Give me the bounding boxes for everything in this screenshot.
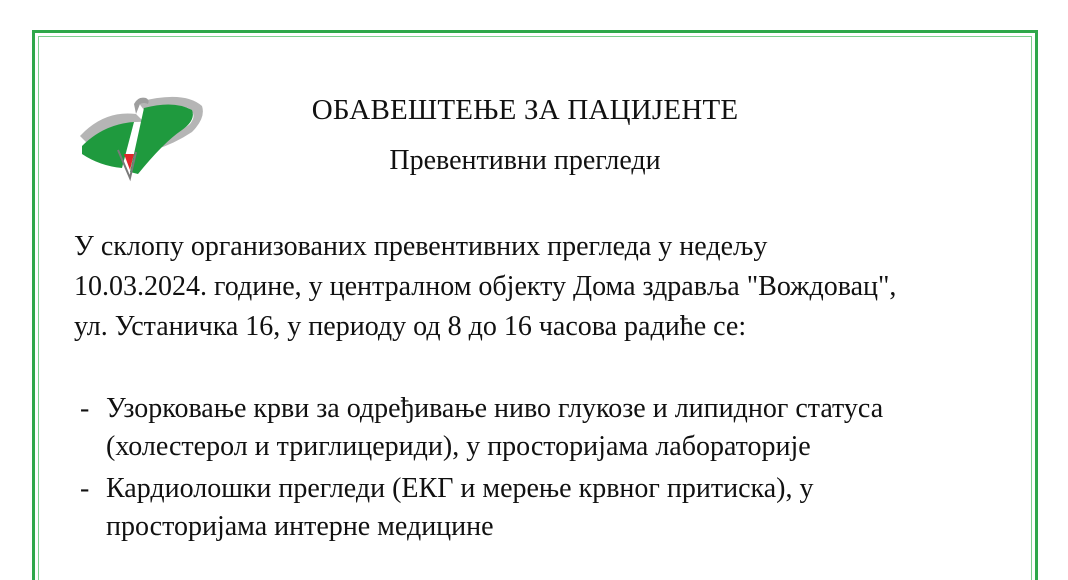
intro-line: 10.03.2024. године, у централном објекту Дома здравља "Вождовац", [74, 271, 897, 302]
bullet-dash: - [80, 393, 90, 424]
list-item-line: Кардиолошки прегледи (ЕКГ и мерење крвног притиска), у [106, 473, 814, 504]
bullet-dash: - [80, 473, 90, 504]
list-item-line: просторијама интерне медицине [106, 511, 494, 542]
intro-line: У склопу организованих превентивних прегледа у недељу [74, 231, 768, 262]
list-item-line: Узорковање крви за одређивање ниво глукозе и липидног статуса [106, 393, 884, 424]
list-item [80, 470, 1020, 546]
notice-subtitle: Превентивни прегледи [389, 145, 661, 176]
services-list [80, 390, 1020, 550]
notice-title: ОБАВЕШТЕЊЕ ЗА ПАЦИЈЕНТЕ [311, 94, 739, 126]
intro-paragraph [74, 227, 1014, 347]
intro-line: ул. Устаничка 16, у периоду од 8 до 16 часова радиће се: [74, 311, 747, 342]
health-center-logo-icon [74, 92, 208, 182]
list-item-line: (холестерол и триглицериди), у просторијама лабораторије [106, 431, 811, 462]
list-item [80, 390, 1020, 466]
